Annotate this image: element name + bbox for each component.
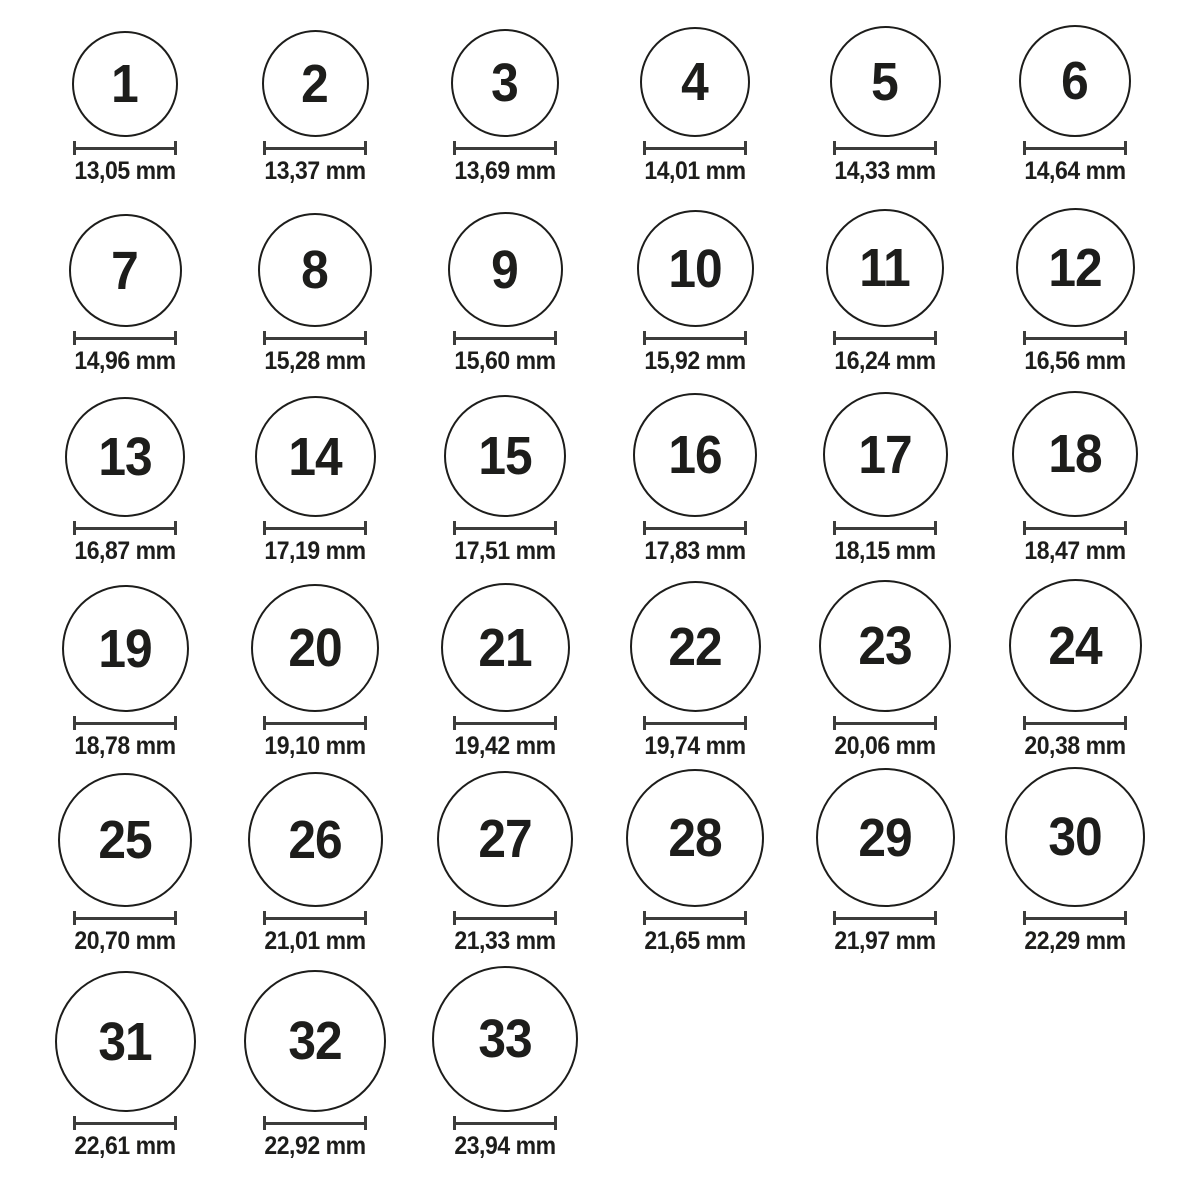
- ring-size-cell: [220, 380, 410, 570]
- ring-circle: [637, 210, 754, 327]
- diameter-measure-line: [453, 331, 557, 345]
- ring-circle: [444, 395, 566, 517]
- ring-size-cell: [600, 570, 790, 765]
- ring-circle: [823, 392, 948, 517]
- ring-size-number: 8: [301, 240, 329, 300]
- ring-size-cell: [220, 570, 410, 765]
- ring-size-number: 21: [478, 617, 532, 678]
- diameter-label: 19,10 mm: [264, 732, 366, 760]
- diameter-measure-line: [453, 141, 557, 155]
- diameter-label: 21,65 mm: [644, 927, 746, 955]
- ring-circle: [819, 580, 951, 712]
- ring-circle: [251, 584, 379, 712]
- ring-size-number: 18: [1048, 424, 1102, 484]
- ring-circle: [826, 209, 944, 327]
- ring-circle: [248, 772, 383, 907]
- ring-size-cell: [30, 570, 220, 765]
- diameter-measure-line: [1023, 911, 1127, 925]
- ring-size-cell: [600, 0, 790, 190]
- ring-size-cell: [980, 190, 1170, 380]
- ring-size-number: 26: [288, 809, 342, 870]
- diameter-label: 21,97 mm: [834, 927, 936, 955]
- ring-size-number: 24: [1048, 615, 1102, 676]
- diameter-measure-line: [833, 141, 937, 155]
- diameter-measure-line: [73, 141, 177, 155]
- ring-size-cell: [790, 0, 980, 190]
- ring-circle: [437, 771, 573, 907]
- diameter-label: 13,37 mm: [264, 157, 366, 185]
- diameter-label: 20,38 mm: [1024, 732, 1126, 760]
- diameter-label: 19,74 mm: [644, 732, 746, 760]
- ring-size-cell: [30, 765, 220, 960]
- diameter-label: 16,56 mm: [1024, 347, 1126, 375]
- ring-circle: [830, 26, 941, 137]
- ring-size-cell: [220, 960, 410, 1165]
- diameter-measure-line: [263, 716, 367, 730]
- diameter-measure-line: [833, 331, 937, 345]
- diameter-label: 22,92 mm: [264, 1132, 366, 1160]
- diameter-measure-line: [453, 521, 557, 535]
- ring-size-cell: [790, 570, 980, 765]
- ring-size-number: 12: [1048, 237, 1102, 298]
- diameter-label: 15,28 mm: [264, 347, 366, 375]
- diameter-measure-line: [1023, 716, 1127, 730]
- diameter-label: 17,19 mm: [264, 537, 366, 565]
- ring-circle: [633, 393, 757, 517]
- ring-size-number: 11: [859, 238, 911, 298]
- ring-size-cell: [410, 380, 600, 570]
- ring-circle: [255, 396, 376, 517]
- ring-size-number: 10: [668, 238, 722, 299]
- ring-size-number: 19: [98, 618, 152, 679]
- ring-circle: [1005, 767, 1145, 907]
- diameter-measure-line: [643, 331, 747, 345]
- ring-circle: [630, 581, 761, 712]
- ring-circle: [816, 768, 955, 907]
- diameter-label: 20,70 mm: [74, 927, 176, 955]
- ring-size-cell: [410, 570, 600, 765]
- diameter-measure-line: [263, 141, 367, 155]
- diameter-label: 15,92 mm: [644, 347, 746, 375]
- ring-size-number: 29: [858, 807, 912, 868]
- diameter-measure-line: [833, 716, 937, 730]
- ring-size-number: 9: [491, 239, 519, 300]
- diameter-label: 14,64 mm: [1024, 157, 1126, 185]
- ring-circle: [244, 970, 386, 1112]
- diameter-measure-line: [643, 141, 747, 155]
- ring-size-number: 1: [111, 54, 139, 114]
- diameter-label: 14,01 mm: [644, 157, 746, 185]
- diameter-measure-line: [643, 716, 747, 730]
- ring-size-cell: [30, 380, 220, 570]
- ring-size-cell: [790, 380, 980, 570]
- diameter-label: 15,60 mm: [454, 347, 556, 375]
- diameter-label: 21,01 mm: [264, 927, 366, 955]
- diameter-label: 18,47 mm: [1024, 537, 1126, 565]
- ring-size-cell: [600, 380, 790, 570]
- ring-size-number: 27: [478, 809, 532, 869]
- diameter-measure-line: [263, 911, 367, 925]
- ring-size-cell: [30, 190, 220, 380]
- ring-circle: [262, 30, 369, 137]
- diameter-label: 18,15 mm: [834, 537, 936, 565]
- diameter-measure-line: [263, 521, 367, 535]
- diameter-label: 23,94 mm: [454, 1132, 556, 1160]
- diameter-label: 22,29 mm: [1024, 927, 1126, 955]
- ring-size-number: 7: [111, 240, 139, 301]
- ring-size-number: 14: [288, 426, 342, 487]
- ring-size-cell: [980, 0, 1170, 190]
- ring-size-number: 32: [288, 1011, 342, 1071]
- diameter-label: 22,61 mm: [74, 1132, 176, 1160]
- ring-size-cell: [30, 960, 220, 1165]
- diameter-label: 16,87 mm: [74, 537, 176, 565]
- ring-circle: [62, 585, 189, 712]
- diameter-measure-line: [263, 331, 367, 345]
- ring-size-number: 4: [681, 52, 709, 112]
- diameter-label: 14,96 mm: [74, 347, 176, 375]
- ring-size-cell: [790, 765, 980, 960]
- ring-size-cell: [220, 765, 410, 960]
- diameter-label: 19,42 mm: [454, 732, 556, 760]
- ring-size-number: 2: [301, 53, 329, 114]
- diameter-label: 14,33 mm: [834, 157, 936, 185]
- ring-circle: [432, 966, 578, 1112]
- ring-circle: [640, 27, 750, 137]
- ring-size-cell: [600, 765, 790, 960]
- ring-size-cell: [220, 190, 410, 380]
- ring-size-number: 28: [668, 808, 722, 868]
- ring-circle: [1012, 391, 1138, 517]
- ring-size-number: 20: [288, 618, 342, 678]
- ring-circle: [58, 773, 192, 907]
- ring-size-number: 6: [1061, 51, 1089, 111]
- ring-size-cell: [410, 0, 600, 190]
- diameter-measure-line: [453, 716, 557, 730]
- diameter-measure-line: [833, 521, 937, 535]
- ring-circle: [55, 971, 196, 1112]
- ring-size-number: 16: [668, 425, 722, 485]
- diameter-measure-line: [73, 521, 177, 535]
- ring-size-cell: [410, 960, 600, 1165]
- ring-size-number: 30: [1048, 807, 1102, 867]
- diameter-measure-line: [453, 1116, 557, 1130]
- ring-size-number: 22: [668, 616, 722, 677]
- ring-size-number: 15: [478, 426, 532, 486]
- ring-size-cell: [600, 190, 790, 380]
- ring-size-cell: [980, 380, 1170, 570]
- ring-size-cell: [410, 190, 600, 380]
- ring-size-cell: [980, 765, 1170, 960]
- diameter-measure-line: [833, 911, 937, 925]
- diameter-measure-line: [643, 911, 747, 925]
- ring-size-cell: [220, 0, 410, 190]
- diameter-measure-line: [1023, 141, 1127, 155]
- ring-circle: [1009, 579, 1142, 712]
- ring-circle: [65, 397, 185, 517]
- ring-circle: [441, 583, 570, 712]
- ring-size-cell: [980, 570, 1170, 765]
- ring-circle: [72, 31, 178, 137]
- ring-circle: [1019, 25, 1131, 137]
- diameter-label: 16,24 mm: [834, 347, 936, 375]
- ring-size-number: 5: [871, 51, 899, 112]
- ring-size-number: 25: [98, 810, 152, 870]
- ring-size-number: 31: [98, 1011, 152, 1072]
- ring-size-cell: [30, 0, 220, 190]
- ring-size-number: 33: [478, 1009, 532, 1069]
- diameter-label: 17,83 mm: [644, 537, 746, 565]
- ring-circle: [448, 212, 563, 327]
- diameter-label: 13,05 mm: [74, 157, 176, 185]
- diameter-measure-line: [73, 1116, 177, 1130]
- diameter-measure-line: [1023, 331, 1127, 345]
- ring-size-number: 13: [98, 427, 152, 487]
- diameter-label: 18,78 mm: [74, 732, 176, 760]
- ring-size-cell: [410, 765, 600, 960]
- diameter-label: 21,33 mm: [454, 927, 556, 955]
- diameter-label: 17,51 mm: [454, 537, 556, 565]
- diameter-measure-line: [73, 716, 177, 730]
- ring-circle: [626, 769, 764, 907]
- diameter-measure-line: [73, 911, 177, 925]
- ring-size-number: 17: [858, 424, 912, 485]
- diameter-measure-line: [1023, 521, 1127, 535]
- diameter-label: 13,69 mm: [454, 157, 556, 185]
- diameter-measure-line: [643, 521, 747, 535]
- ring-circle: [451, 29, 559, 137]
- ring-size-cell: [790, 190, 980, 380]
- diameter-measure-line: [453, 911, 557, 925]
- diameter-label: 20,06 mm: [834, 732, 936, 760]
- ring-size-number: 23: [858, 616, 912, 676]
- diameter-measure-line: [263, 1116, 367, 1130]
- ring-circle: [69, 214, 182, 327]
- ring-circle: [1016, 208, 1135, 327]
- ring-size-number: 3: [491, 53, 519, 113]
- ring-circle: [258, 213, 372, 327]
- diameter-measure-line: [73, 331, 177, 345]
